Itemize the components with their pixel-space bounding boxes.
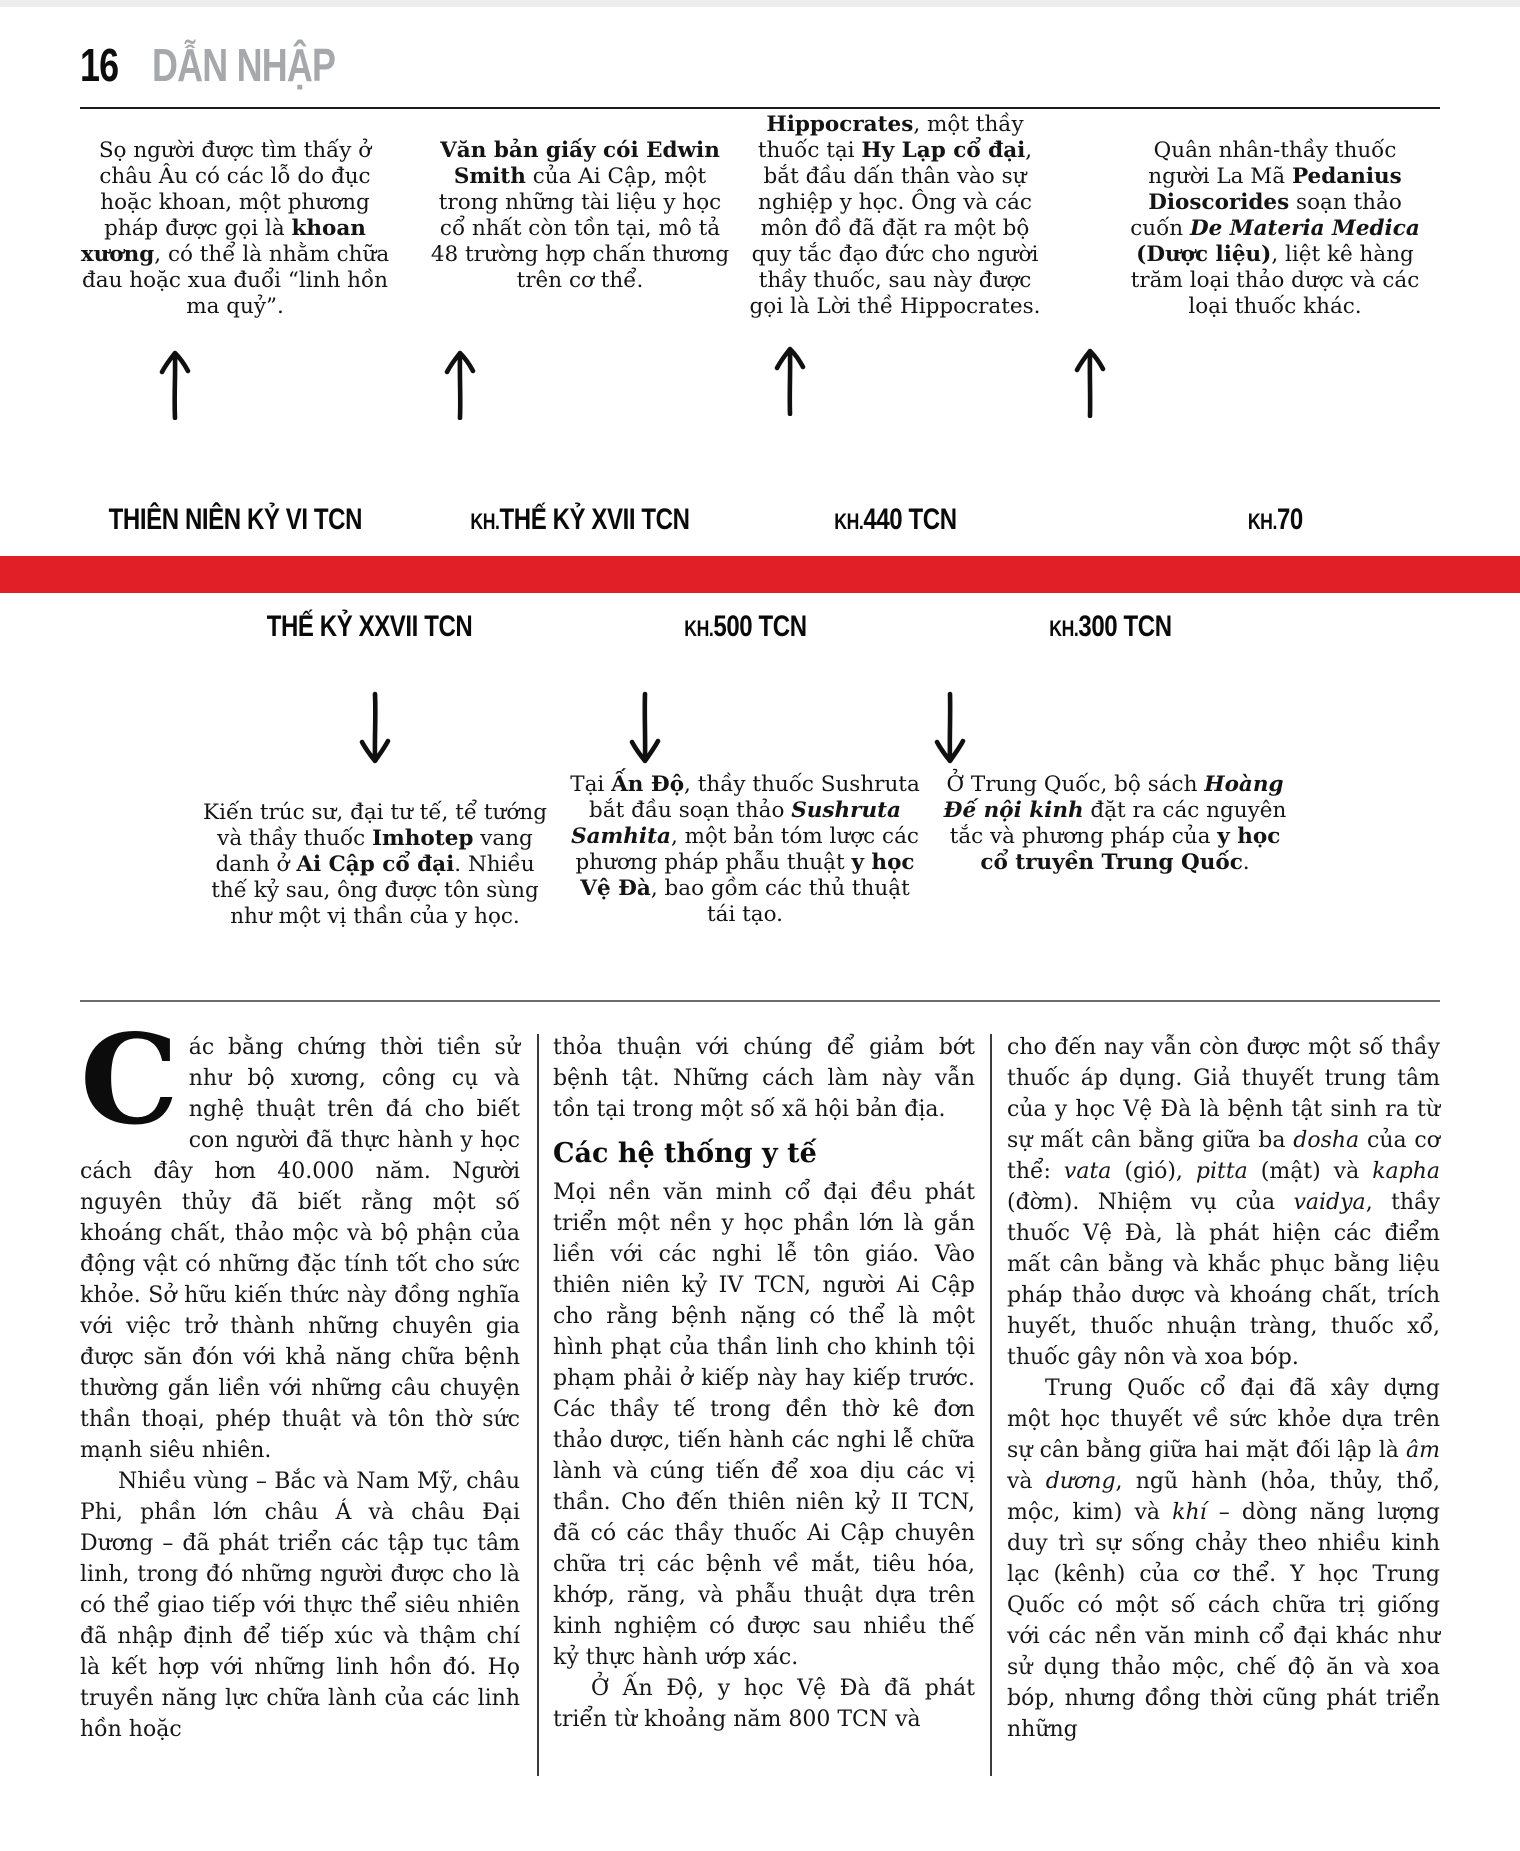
timeline-red-band (0, 556, 1520, 593)
timeline-bottom-entry-1: Kiến trúc sư, đại tư tế, tể tướng và thầy thuốc Imhotep vang danh ở Ai Cập cổ đại. Nhiều thế kỷ sau, ông được tôn sùng như một vị thần của y học. (203, 800, 547, 929)
timeline-date-top-1: THIÊN NIÊN KỶ VI TCN (108, 503, 362, 536)
down-arrow-icon (623, 690, 667, 768)
page-number: 16 (80, 39, 119, 91)
paragraph: cho đến nay vẫn còn được một số thầy thuốc áp dụng. Giả thuyết trung tâm của y học Vệ Đà là bệnh tật sinh ra từ sự mất cân bằng giữa ba dosha của cơ thể: vata (gió), pitta (mật) và kapha (đờm). Nhiệm vụ của vaidya, thầy thuốc Vệ Đà, là phát hiện các điểm mất cân bằng và khắc phục bằng liệu pháp thảo dược và khoáng chất, trích huyết, thuốc nhuận tràng, thuốc xổ, thuốc gây nôn và xoa bóp. (1007, 1035, 1441, 1370)
timeline-article-divider (80, 1000, 1440, 1002)
paragraph: Nhiều vùng – Bắc và Nam Mỹ, châu Phi, phần lớn châu Á và châu Đại Dương – đã phát triển các tập tục tâm linh, trong đó những người được cho là có thể giao tiếp với thực thể siêu nhiên đã nhập định để tiếp xúc và thậm chí là kết hợp với những linh hồn đó. Họ truyền năng lực chữa lành của các linh hồn hoặc (80, 1469, 520, 1742)
timeline-top-entry-4: Quân nhân-thầy thuốc người La Mã Pedanius Dioscorides soạn thảo cuốn De Materia Medica (Dược liệu), liệt kê hàng trăm loại thảo dược và các loại thuốc khác. (1130, 138, 1420, 319)
down-arrow-icon (928, 690, 972, 768)
up-arrow-icon (1068, 344, 1112, 418)
timeline-date-top-2: KH.THẾ KỶ XVII TCN (470, 503, 690, 536)
timeline-date-top-3: KH.440 TCN (833, 503, 957, 536)
subheading: Các hệ thống y tế (553, 1138, 817, 1169)
paragraph: thỏa thuận với chúng để giảm bớt bệnh tật. Những cách làm này vẫn tồn tại trong một số xã hội bản địa. (553, 1035, 975, 1122)
up-arrow-icon (768, 342, 812, 416)
timeline-bottom-entry-3: Ở Trung Quốc, bộ sách Hoàng Đế nội kinh đặt ra các nguyên tắc và phương pháp của y học cổ truyền Trung Quốc. (943, 772, 1287, 875)
paragraph: Ở Ấn Độ, y học Vệ Đà đã phát triển từ khoảng năm 800 TCN và (553, 1676, 975, 1732)
article-column-1 (80, 1008, 520, 1745)
timeline-bottom-entry-2: Tại Ấn Độ, thầy thuốc Sushruta bắt đầu soạn thảo Sushruta Samhita, một bản tóm lược các phương pháp phẫu thuật y học Vệ Đà, bao gồm các thủ thuật tái tạo. (570, 772, 920, 927)
timeline-top-entry-3: Hippocrates, một thầy thuốc tại Hy Lạp cổ đại, bắt đầu dấn thân vào sự nghiệp y học. Ông và các môn đồ đã đặt ra một bộ quy tắc đạo đức cho người thầy thuốc, sau này được gọi là Lời thề Hippocrates. (749, 112, 1041, 319)
paragraph: Mọi nền văn minh cổ đại đều phát triển một nền y học phần lớn là gắn liền với các nghi lễ tôn giáo. Vào thiên niên kỷ IV TCN, người Ai Cập cho rằng bệnh nặng có thể là một hình phạt của thần linh cho khinh tội phạm phải ở kiếp này hay kiếp trước. Các thầy tế trong đền thờ kê đơn thảo dược, tiến hành các nghi lễ chữa lành và cúng tiến để xoa dịu các vị thần. Cho đến thiên niên kỷ II TCN, đã có các thầy thuốc Ai Cập chuyên chữa trị các bệnh về mắt, tiêu hóa, khớp, răng, và phẫu thuật dựa trên kinh nghiệm có được sau nhiều thế kỷ thực hành ướp xác. (553, 1180, 975, 1670)
scan-edge (0, 0, 1520, 7)
drop-cap: C (80, 1008, 179, 1153)
up-arrow-icon (438, 346, 482, 420)
timeline-date-top-4: KH.70 (1247, 503, 1303, 536)
timeline-date-bottom-1: THẾ KỶ XXVII TCN (267, 610, 473, 643)
section-title: DẪN NHẬP (152, 39, 336, 91)
timeline-date-bottom-2: KH.500 TCN (683, 610, 807, 643)
timeline-date-bottom-3: KH.300 TCN (1048, 610, 1172, 643)
paragraph: Trung Quốc cổ đại đã xây dựng một học thuyết về sức khỏe dựa trên sự cân bằng giữa hai mặt đối lập là âm và dương, ngũ hành (hỏa, thủy, thổ, mộc, kim) và khí – dòng năng lượng duy trì sự sống chảy theo nhiều kinh lạc (kênh) của cơ thể. Y học Trung Quốc có một số cách chữa trị giống với các nền văn minh cổ đại khác như sử dụng thảo mộc, chế độ ăn và xoa bóp, nhưng đồng thời cũng phát triển những (1007, 1376, 1440, 1742)
paragraph: Các bằng chứng thời tiền sử như bộ xương, công cụ và nghệ thuật trên đá cho biết con người đã thực hành y học cách đây hơn 40.000 năm. Người nguyên thủy đã biết rằng một số khoáng chất, thảo mộc và bộ phận của động vật có những đặc tính tốt cho sức khỏe. Sở hữu kiến thức này đồng nghĩa với việc trở thành những chuyên gia được săn đón với khả năng chữa bệnh thường gắn liền với những câu chuyện thần thoại, phép thuật và tôn thờ sức mạnh siêu nhiên. (80, 1008, 520, 1463)
column-divider (537, 1034, 539, 1776)
down-arrow-icon (353, 690, 397, 768)
article-column-3 (1007, 1032, 1440, 1745)
timeline-top-entry-2: Văn bản giấy cói Edwin Smith của Ai Cập, một trong những tài liệu y học cổ nhất còn tồn tại, mô tả 48 trường hợp chấn thương trên cơ thể. (430, 138, 730, 293)
up-arrow-icon (153, 346, 197, 420)
header-rule (80, 107, 1440, 109)
article-column-2 (553, 1032, 975, 1735)
timeline-top-entry-1: Sọ người được tìm thấy ở châu Âu có các lỗ do đục hoặc khoan, một phương pháp được gọi là khoan xương, có thể là nhằm chữa đau hoặc xua đuổi “linh hồn ma quỷ”. (80, 138, 390, 319)
column-divider (990, 1034, 992, 1776)
